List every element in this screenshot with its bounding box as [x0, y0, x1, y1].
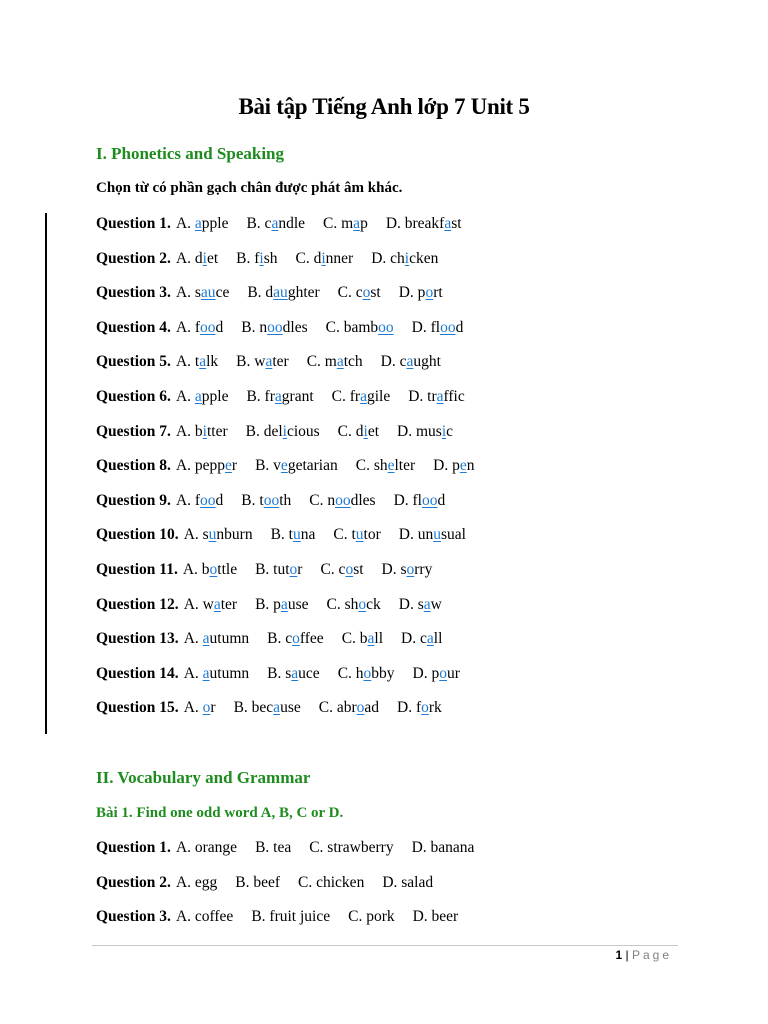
answer-option: C. fragile [331, 388, 391, 405]
answer-option: D. beer [412, 908, 459, 925]
question-label: Question 10. [96, 526, 179, 544]
question-row [96, 284, 443, 302]
underlined-sound: e [280, 457, 288, 475]
underlined-sound: o [358, 595, 367, 613]
underlined-sound: u [208, 526, 217, 544]
answer-option: A. bitter [175, 422, 228, 440]
question-row [96, 839, 474, 857]
underlined-sound: e [225, 457, 232, 475]
answer-option: C. match [306, 353, 363, 371]
answer-option: D. breakfast [385, 215, 462, 232]
underlined-sound: o [345, 561, 354, 578]
underlined-sound: a [423, 595, 431, 613]
question-label: Question 7. [96, 422, 171, 440]
question-label: Question 3. [96, 284, 171, 302]
answer-option: C. abroad [318, 699, 380, 717]
exercise-heading: Bài 1. Find one odd word A, B, C or D. [96, 805, 344, 821]
underlined-sound: i [321, 249, 326, 267]
underlined-sound: e [459, 457, 467, 475]
underlined-sound: a [367, 630, 375, 648]
underlined-sound: o [202, 699, 211, 717]
answer-option: C. bamboo [325, 318, 394, 336]
answer-option: B. tuna [270, 526, 316, 544]
question-label: Question 12. [96, 595, 179, 613]
answer-option: D. unusual [398, 526, 466, 544]
answer-option: B. tooth [241, 491, 292, 509]
underlined-sound: a [444, 215, 452, 232]
underlined-sound: a [436, 388, 444, 405]
question-label: Question 6. [96, 388, 171, 405]
question-label: Question 2. [96, 873, 171, 891]
underlined-sound: o [425, 284, 434, 302]
underlined-sound: o [289, 561, 298, 578]
question-label: Question 1. [96, 839, 171, 856]
page-number: 1 [615, 948, 623, 962]
answer-option: B. daughter [247, 284, 320, 302]
question-row [96, 353, 441, 371]
answer-option: B. vegetarian [255, 457, 338, 475]
question-label: Question 1. [96, 215, 171, 232]
underlined-sound: o [363, 664, 372, 682]
underlined-sound: a [194, 388, 202, 405]
answer-option: D. call [401, 630, 443, 648]
answer-option: C. map [323, 215, 368, 232]
answer-option: A. water [183, 595, 238, 613]
answer-option: C. chicken [298, 873, 365, 891]
answer-option: D. sorry [381, 561, 433, 578]
underlined-sound: a [426, 630, 434, 648]
answer-option: A. sauce [175, 284, 230, 302]
question-row [96, 630, 442, 648]
question-label: Question 8. [96, 457, 171, 475]
section-heading-phonetics: I. Phonetics and Speaking [96, 144, 284, 163]
underlined-sound: oo [200, 318, 216, 336]
answer-option: C. cost [320, 561, 364, 578]
section-heading-vocabulary: II. Vocabulary and Grammar [96, 768, 311, 787]
underlined-sound: a [202, 630, 210, 648]
answer-option: C. strawberry [309, 839, 394, 856]
underlined-sound: oo [378, 318, 394, 336]
answer-option: D. pour [412, 664, 460, 682]
underlined-sound: a [194, 215, 202, 232]
question-row [96, 250, 438, 268]
answer-option: B. because [233, 699, 301, 717]
answer-option: D. traffic [408, 388, 465, 405]
underlined-sound: e [387, 457, 395, 475]
underlined-sound: o [356, 699, 365, 717]
underlined-sound: i [202, 249, 207, 267]
question-row [96, 561, 432, 579]
answer-option: C. dinner [295, 249, 354, 267]
answer-option: B. fruit juice [251, 908, 331, 925]
question-row [96, 423, 453, 441]
answer-option: A. or [183, 699, 216, 717]
underlined-sound: a [274, 388, 282, 405]
underlined-sound: u [355, 526, 364, 544]
question-label: Question 9. [96, 491, 171, 509]
question-row [96, 908, 458, 926]
answer-option: D. fork [397, 699, 442, 717]
underlined-sound: a [271, 215, 279, 232]
answer-option: D. pen [433, 457, 475, 475]
underlined-sound: oo [200, 491, 216, 509]
question-label: Question 4. [96, 318, 171, 336]
answer-option: A. egg [175, 873, 218, 891]
answer-option: C. ball [341, 630, 384, 648]
underlined-sound: i [202, 422, 207, 440]
underlined-sound: oo [267, 318, 283, 336]
question-row [96, 596, 442, 614]
question-label: Question 13. [96, 630, 179, 648]
answer-option: C. pork [348, 908, 395, 925]
answer-option: A. bottle [182, 561, 238, 578]
answer-option: A. apple [175, 388, 229, 405]
question-row [96, 215, 462, 233]
answer-option: C. noodles [309, 491, 376, 509]
question-row [96, 319, 463, 337]
answer-option: C. cost [337, 284, 381, 302]
answer-option: B. fish [236, 249, 278, 267]
answer-option: B. water [236, 353, 289, 371]
answer-option: B. noodles [241, 318, 308, 336]
question-label: Question 3. [96, 908, 171, 925]
question-row [96, 526, 466, 544]
answer-option: C. hobby [337, 664, 395, 682]
underlined-sound: a [202, 664, 210, 682]
answer-option: D. music [397, 422, 454, 440]
answer-option: A. diet [175, 249, 219, 267]
document-title: Bài tập Tiếng Anh lớp 7 Unit 5 [238, 94, 530, 119]
answer-option: B. tea [255, 839, 292, 856]
answer-option: B. beef [235, 873, 281, 891]
underlined-sound: a [280, 595, 288, 613]
answer-option: A. autumn [183, 630, 250, 648]
underlined-sound: i [282, 422, 287, 440]
underlined-sound: a [353, 215, 361, 232]
question-row [96, 492, 445, 510]
question-label: Question 15. [96, 699, 179, 717]
answer-option: B. tutor [255, 561, 303, 578]
underlined-sound: a [199, 353, 207, 371]
question-label: Question 2. [96, 249, 171, 267]
answer-option: D. caught [380, 353, 441, 371]
question-label: Question 5. [96, 353, 171, 371]
answer-option: A. food [175, 491, 224, 509]
question-row [96, 699, 442, 717]
answer-option: D. saw [398, 595, 442, 613]
answer-option: B. coffee [267, 630, 324, 648]
answer-option: C. shelter [355, 457, 416, 475]
underlined-sound: i [363, 422, 368, 440]
underlined-sound: a [336, 353, 344, 371]
underlined-sound: o [362, 284, 371, 302]
page-footer [615, 948, 672, 962]
answer-option: D. flood [393, 491, 446, 509]
answer-option: C. diet [337, 422, 380, 440]
answer-option: A. coffee [175, 908, 234, 925]
answer-option: A. apple [175, 215, 229, 232]
footer-rule [92, 945, 678, 946]
answer-option: B. fragrant [246, 388, 314, 405]
answer-option: C. shock [326, 595, 381, 613]
underlined-sound: au [273, 284, 288, 302]
underlined-sound: a [360, 388, 367, 405]
answer-option: B. pause [255, 595, 309, 613]
answer-option: A. autumn [183, 664, 250, 682]
question-label: Question 11. [96, 561, 178, 578]
answer-option: D. flood [411, 318, 464, 336]
underlined-sound: o [209, 561, 218, 578]
underlined-sound: a [213, 595, 221, 613]
underlined-sound: oo [263, 491, 280, 509]
underlined-sound: a [265, 353, 273, 371]
underlined-sound: a [273, 699, 281, 717]
answer-option: A. talk [175, 353, 219, 371]
underlined-sound: oo [422, 491, 438, 509]
underlined-sound: o [439, 664, 447, 682]
answer-option: A. pepper [175, 457, 238, 475]
answer-option: D. port [398, 284, 443, 302]
answer-option: C. tutor [333, 526, 381, 544]
underlined-sound: oo [335, 491, 351, 509]
answer-option: B. candle [246, 215, 306, 232]
answer-option: D. salad [382, 873, 434, 891]
underlined-sound: au [200, 284, 216, 302]
question-row [96, 665, 460, 683]
underlined-sound: u [293, 526, 301, 544]
footer-separator: | [625, 948, 629, 962]
underlined-sound: o [421, 699, 429, 717]
answer-option: A. food [175, 318, 224, 336]
question-row [96, 388, 465, 406]
page-label: Page [631, 948, 672, 962]
underlined-sound: a [406, 353, 414, 371]
underlined-sound: oo [440, 318, 456, 336]
question-row [96, 874, 433, 892]
instruction-text: Chọn từ có phần gạch chân được phát âm khác. [96, 180, 403, 196]
answer-option: D. banana [411, 839, 475, 856]
answer-option: B. delicious [245, 422, 320, 440]
question-row [96, 457, 475, 475]
underlined-sound: i [259, 249, 264, 267]
answer-option: A. sunburn [183, 526, 253, 544]
answer-option: D. chicken [371, 249, 439, 267]
underlined-sound: a [291, 664, 299, 682]
underlined-sound: o [292, 630, 300, 648]
answer-option: A. orange [175, 839, 238, 856]
answer-option: B. sauce [267, 664, 320, 682]
question-label: Question 14. [96, 664, 179, 682]
underlined-sound: i [404, 249, 410, 267]
underlined-sound: u [433, 526, 441, 544]
margin-change-bar [45, 213, 47, 734]
underlined-sound: i [441, 422, 447, 440]
underlined-sound: o [406, 561, 415, 578]
